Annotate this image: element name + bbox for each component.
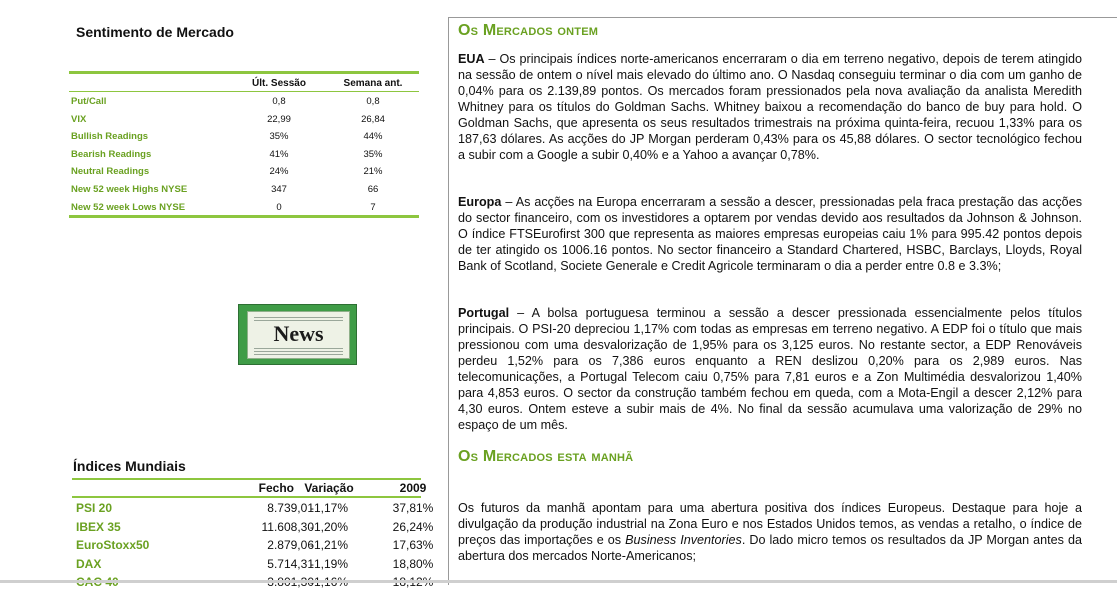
sentiment-row-value-last: 0 (276, 201, 282, 213)
index-close: 8.739,01 (267, 501, 314, 515)
indices-header-row (72, 480, 427, 498)
sentiment-row-label: VIX (71, 113, 87, 125)
table-row (72, 498, 434, 517)
index-close: 2.879,06 (267, 538, 314, 552)
table-row (69, 180, 419, 198)
paragraph-portugal (458, 305, 1082, 433)
table-row (69, 110, 419, 128)
sentiment-row-label: New 52 week Highs NYSE (71, 183, 188, 195)
sentiment-title: Sentimento de Mercado (76, 24, 234, 40)
news-badge-label: News (273, 321, 324, 346)
page-bottom-divider (0, 580, 1117, 583)
sentiment-row-label: New 52 week Lows NYSE (71, 201, 186, 213)
section-title-morning: Os Mercados esta manhã (458, 448, 634, 465)
paragraph-usa (458, 51, 1082, 163)
sentiment-row-value-prev: 44% (363, 131, 383, 143)
indices-col-close: Fecho (258, 481, 294, 495)
indices-title: Índices Mundiais (73, 458, 186, 474)
index-change: -1,17% (309, 501, 349, 515)
sentiment-row-value-prev: 21% (363, 166, 383, 178)
index-ytd: 17,63% (392, 538, 434, 552)
index-change: -1,20% (309, 519, 349, 534)
market-commentary-panel (448, 17, 1117, 585)
paragraph-usa-text: – Os principais índices norte-americanos encerraram o dia em terreno negativo, depois de terem atingido na sessão de ontem o nível mais elevado do último ano. O Nasdaq conseguiu terminar o dia com um ganho de 0,04% para os 2.139,89 pontos. Os mercados foram pressionados pela nova avaliação da analista Meredith Whitney para os títulos do Goldman Sachs. Whitney baixou a recomendação do banco de buy para hold. O Goldman Sachs, que apresenta os seus resultados trimestrais na próxima quinta-feira, recuou 1,33% para os 187,63 dólares. As acções do JP Morgan perderam 0,43% para os 45,88 dólares. O sector tecnológico fechou a subir com a Google a subir 0,40% e a Yahoo a avançar 0,78%. (458, 52, 1082, 162)
index-ytd: 18,80% (392, 556, 434, 571)
sentiment-row-value-last: 35% (269, 131, 289, 143)
index-name: EuroStoxx50 (76, 538, 150, 552)
table-row (69, 92, 419, 110)
section-title-yesterday: Os Mercados ontem (458, 22, 599, 39)
paragraph-europe (458, 194, 1082, 274)
paragraph-portugal-label: Portugal (458, 306, 510, 320)
sentiment-row-value-prev: 26,84 (361, 113, 385, 125)
sentiment-row-value-prev: 7 (370, 201, 376, 213)
table-row (72, 535, 434, 554)
sentiment-col-previous-week: Semana ant. (343, 78, 403, 89)
sentiment-header-row (69, 74, 419, 92)
sentiment-row-value-last: 41% (269, 148, 289, 160)
index-close: 5.714,31 (267, 556, 314, 571)
index-change: -1,19% (309, 556, 349, 571)
table-row (72, 554, 434, 573)
index-ytd: 26,24% (392, 519, 434, 534)
sentiment-row-value-prev: 35% (363, 148, 383, 160)
index-name: DAX (76, 556, 102, 571)
index-close: 11.608,30 (261, 519, 314, 534)
paragraph-usa-label: EUA (458, 52, 485, 66)
sentiment-row-value-last: 347 (271, 183, 287, 195)
table-row (69, 127, 419, 145)
newspaper-icon (247, 311, 350, 359)
news-badge-image (238, 304, 357, 365)
sentiment-row-value-last: 24% (269, 166, 289, 178)
sentiment-row-value-last: 22,99 (267, 113, 291, 125)
table-row (69, 145, 419, 163)
table-row (72, 517, 434, 536)
table-row (69, 162, 419, 180)
sentiment-table (69, 71, 419, 218)
sentiment-row-label: Bearish Readings (71, 148, 152, 160)
index-ytd: 37,81% (392, 501, 434, 515)
indices-col-change: Variação (304, 481, 354, 495)
sentiment-row-value-prev: 0,8 (366, 96, 380, 107)
paragraph-europe-label: Europa (458, 195, 502, 209)
sentiment-row-label: Bullish Readings (71, 131, 149, 143)
paragraph-europe-text: – As acções na Europa encerraram a sessão a descer, pressionadas pela fraca prestação das acções do sector financeiro, com os investidores a optarem por vendas devido aos resultados da Johnson & Johnson. O índice FTSEurofirst 300 que representa as maiores empresas europeias caiu 1% para 995.42 pontos depois de ter atingido os 1006.16 pontos. No sector financeiro a Standard Chartered, HSBC, Barclays, Lloyds, Royal Bank of Scotland, Societe Generale e Credit Agricole terminaram o dia a perder entre 0.8 e 3.3%; (458, 195, 1082, 273)
paragraph-morning (458, 500, 1082, 564)
sentiment-row-label: Put/Call (71, 96, 107, 107)
paragraph-morning-italic: Business Inventories (625, 533, 742, 547)
indices-table (72, 478, 434, 591)
paragraph-morning-text-1: Os futuros da manhã apontam para uma abertura positiva dos índices Europeus. Destaque para hoje a divulgação da produção industrial na Zona Euro e nos Estados Unidos temos, as vendas a retalho, o índice de preços das importações e os (458, 501, 1082, 547)
sentiment-row-label: Neutral Readings (71, 166, 150, 178)
index-change: -1,21% (309, 538, 349, 552)
table-row (69, 198, 419, 216)
indices-col-ytd: 2009 (399, 481, 427, 495)
paragraph-portugal-text: – A bolsa portuguesa terminou a sessão a descer pressionada essencialmente pelos títulos principais. O PSI-20 depreciou 1,17% com todas as empresas em terreno negativo. A EDP foi o título que mais pressionou com uma desvalorização de 1,95% para os 3,125 euros. No restante sector, a EDP Renováveis perdeu 1,52% para os 7,386 euros enquanto a REN deslizou 0,20% para os 2,989 euros. Nas telecomunicações, a Portugal Telecom caiu 0,75% para 7,81 euros e a Zon Multimédia desvalorizou 1,40% para 4,853 euros. O sector da construção também fechou em queda, com a Mota-Engil a descer 2,12% para 4,30 euros. Ontem esteve a subir mais de 4%. No final da sessão acumulava uma valorização de 29% no espaço de um mês. (458, 306, 1082, 432)
sentiment-row-value-prev: 66 (367, 183, 379, 195)
index-name: IBEX 35 (76, 519, 121, 534)
sentiment-row-value-last: 0,8 (272, 96, 286, 107)
sentiment-col-last-session: Últ. Sessão (252, 78, 306, 89)
paragraph-morning-text-2: . Do lado micro temos os resultados da JP Morgan antes da abertura dos mercados Norte-Americanos; (458, 533, 1082, 563)
index-name: PSI 20 (76, 501, 113, 515)
